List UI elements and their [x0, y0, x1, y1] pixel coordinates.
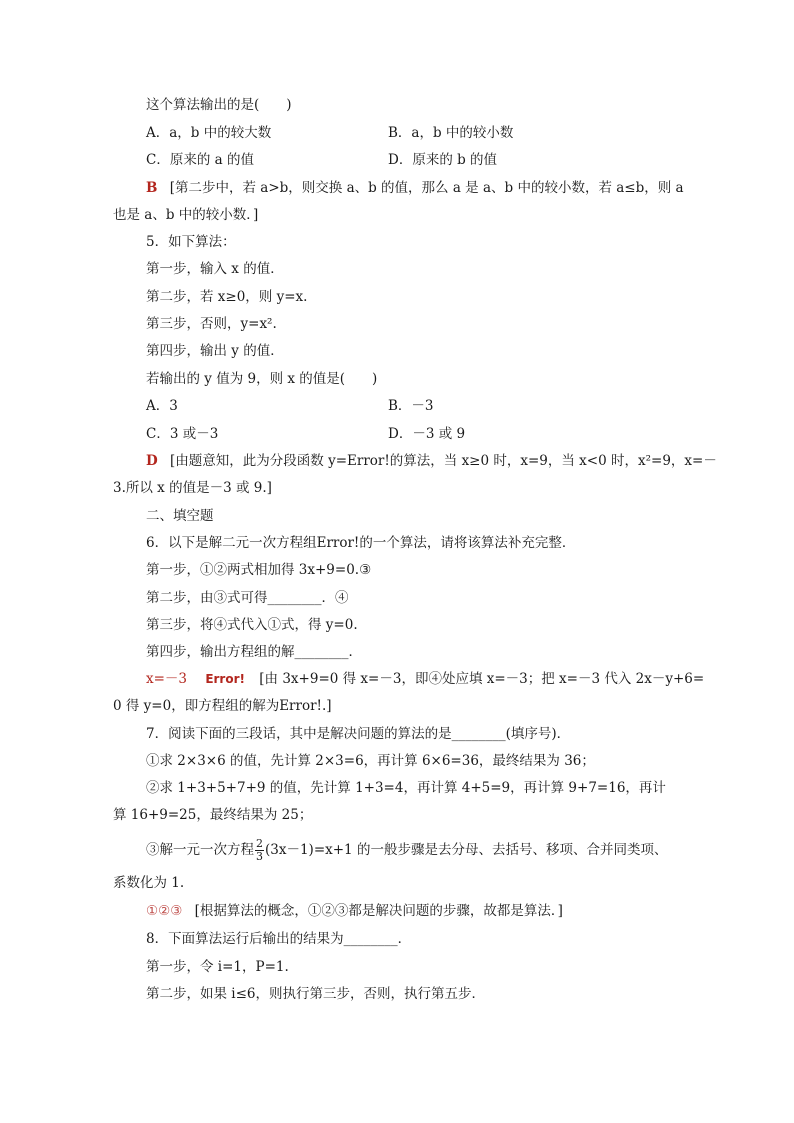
q4-stem: 这个算法输出的是( )	[146, 97, 292, 113]
q7-item-1: ①求 2×3×6 的值，先计算 2×3=6，再计算 6×6=36，最终结果为 36；	[146, 753, 595, 769]
q5-answer-letter: D	[146, 453, 158, 469]
q5-explanation	[146, 452, 717, 470]
q4-option-b: B．a，b 中的较小数	[388, 125, 514, 141]
q7-item-3	[146, 838, 667, 863]
section-heading: 二、填空题	[146, 508, 214, 524]
q7-item-3-cont: 系数化为 1.	[113, 875, 185, 891]
q5-step3: 第三步，否则，y=x².	[146, 316, 277, 332]
q7-item-2-cont: 算 16+9=25，最终结果为 25；	[113, 807, 313, 823]
q5-option-b: B．－3	[388, 398, 434, 414]
q6-answer-1: x=－3	[146, 671, 188, 687]
q4-explanation	[146, 179, 684, 197]
q8-title: 8．下面算法运行后输出的结果为________．	[146, 931, 412, 947]
q7-explanation-text: [根据算法的概念，①②③都是解决问题的步骤，故都是算法．]	[194, 903, 563, 919]
fraction-denominator: 3	[256, 850, 263, 863]
q7-item-3-before: ③解一元一次方程	[146, 842, 254, 858]
q5-option-a: A．3	[146, 398, 178, 414]
q5-explanation-cont: 3.所以 x 的值是－3 或 9.]	[113, 480, 272, 496]
fraction-two-thirds	[255, 838, 264, 863]
q5-step4: 第四步，输出 y 的值．	[146, 343, 284, 359]
q8-step2: 第二步，如果 i≤6，则执行第三步，否则，执行第五步．	[146, 986, 486, 1002]
q5-option-d: D．－3 或 9	[388, 426, 466, 442]
q8-step1: 第一步，令 i=1，P=1.	[146, 959, 289, 975]
q4-option-a: A．a，b 中的较大数	[146, 125, 272, 141]
q6-answer-2: Error!	[205, 672, 245, 686]
q7-item-3-after: (3x－1)=x+1 的一般步骤是去分母、去括号、移项、合并同类项、	[265, 842, 668, 858]
q4-answer-letter: B	[146, 180, 158, 196]
q5-step1: 第一步，输入 x 的值．	[146, 261, 284, 277]
q7-item-2: ②求 1+3+5+7+9 的值，先计算 1+3=4，再计算 4+5=9，再计算 9+7=16，再计	[146, 780, 666, 796]
q5-title: 5．如下算法：	[146, 234, 236, 250]
q6-explanation-cont: 0 得 y=0，即方程组的解为Error!.]	[113, 698, 332, 714]
q6-step1: 第一步，①②两式相加得 3x+9=0.③	[146, 562, 372, 578]
q5-stem: 若输出的 y 值为 9，则 x 的值是( )	[146, 371, 378, 387]
q6-step3: 第三步，将④式代入①式，得 y=0.	[146, 617, 358, 633]
q4-explanation-text: [第二步中，若 a>b，则交换 a、b 的值，那么 a 是 a、b 中的较小数，若 a≤b，则 a	[169, 180, 684, 196]
q5-explanation-text: [由题意知，此为分段函数 y=Error!的算法，当 x≥0 时，x=9，当 x<0 时，x²=9，x=－	[170, 453, 717, 469]
q6-step2: 第二步，由③式可得________．④	[146, 590, 349, 606]
q7-answer: ①②③	[146, 903, 183, 919]
q7-explanation	[146, 902, 563, 920]
fraction-numerator: 2	[256, 837, 263, 850]
q4-explanation-cont: 也是 a、b 中的较小数．]	[113, 207, 259, 223]
q6-step4: 第四步，输出方程组的解________．	[146, 644, 362, 660]
q7-title: 7．阅读下面的三段话，其中是解决问题的算法的是________(填序号)．	[146, 726, 571, 742]
q4-option-c: C．原来的 a 的值	[146, 152, 254, 168]
q6-explanation	[146, 670, 704, 688]
q5-step2: 第二步，若 x≥0，则 y=x.	[146, 289, 308, 305]
q4-option-d: D．原来的 b 的值	[388, 152, 498, 168]
q5-option-c: C．3 或－3	[146, 426, 219, 442]
q6-title: 6．以下是解二元一次方程组Error!的一个算法，请将该算法补充完整．	[146, 535, 576, 551]
q6-explanation-text: [由 3x+9=0 得 x=－3，即④处应填 x=－3；把 x=－3 代入 2x－y+6=	[259, 671, 705, 687]
